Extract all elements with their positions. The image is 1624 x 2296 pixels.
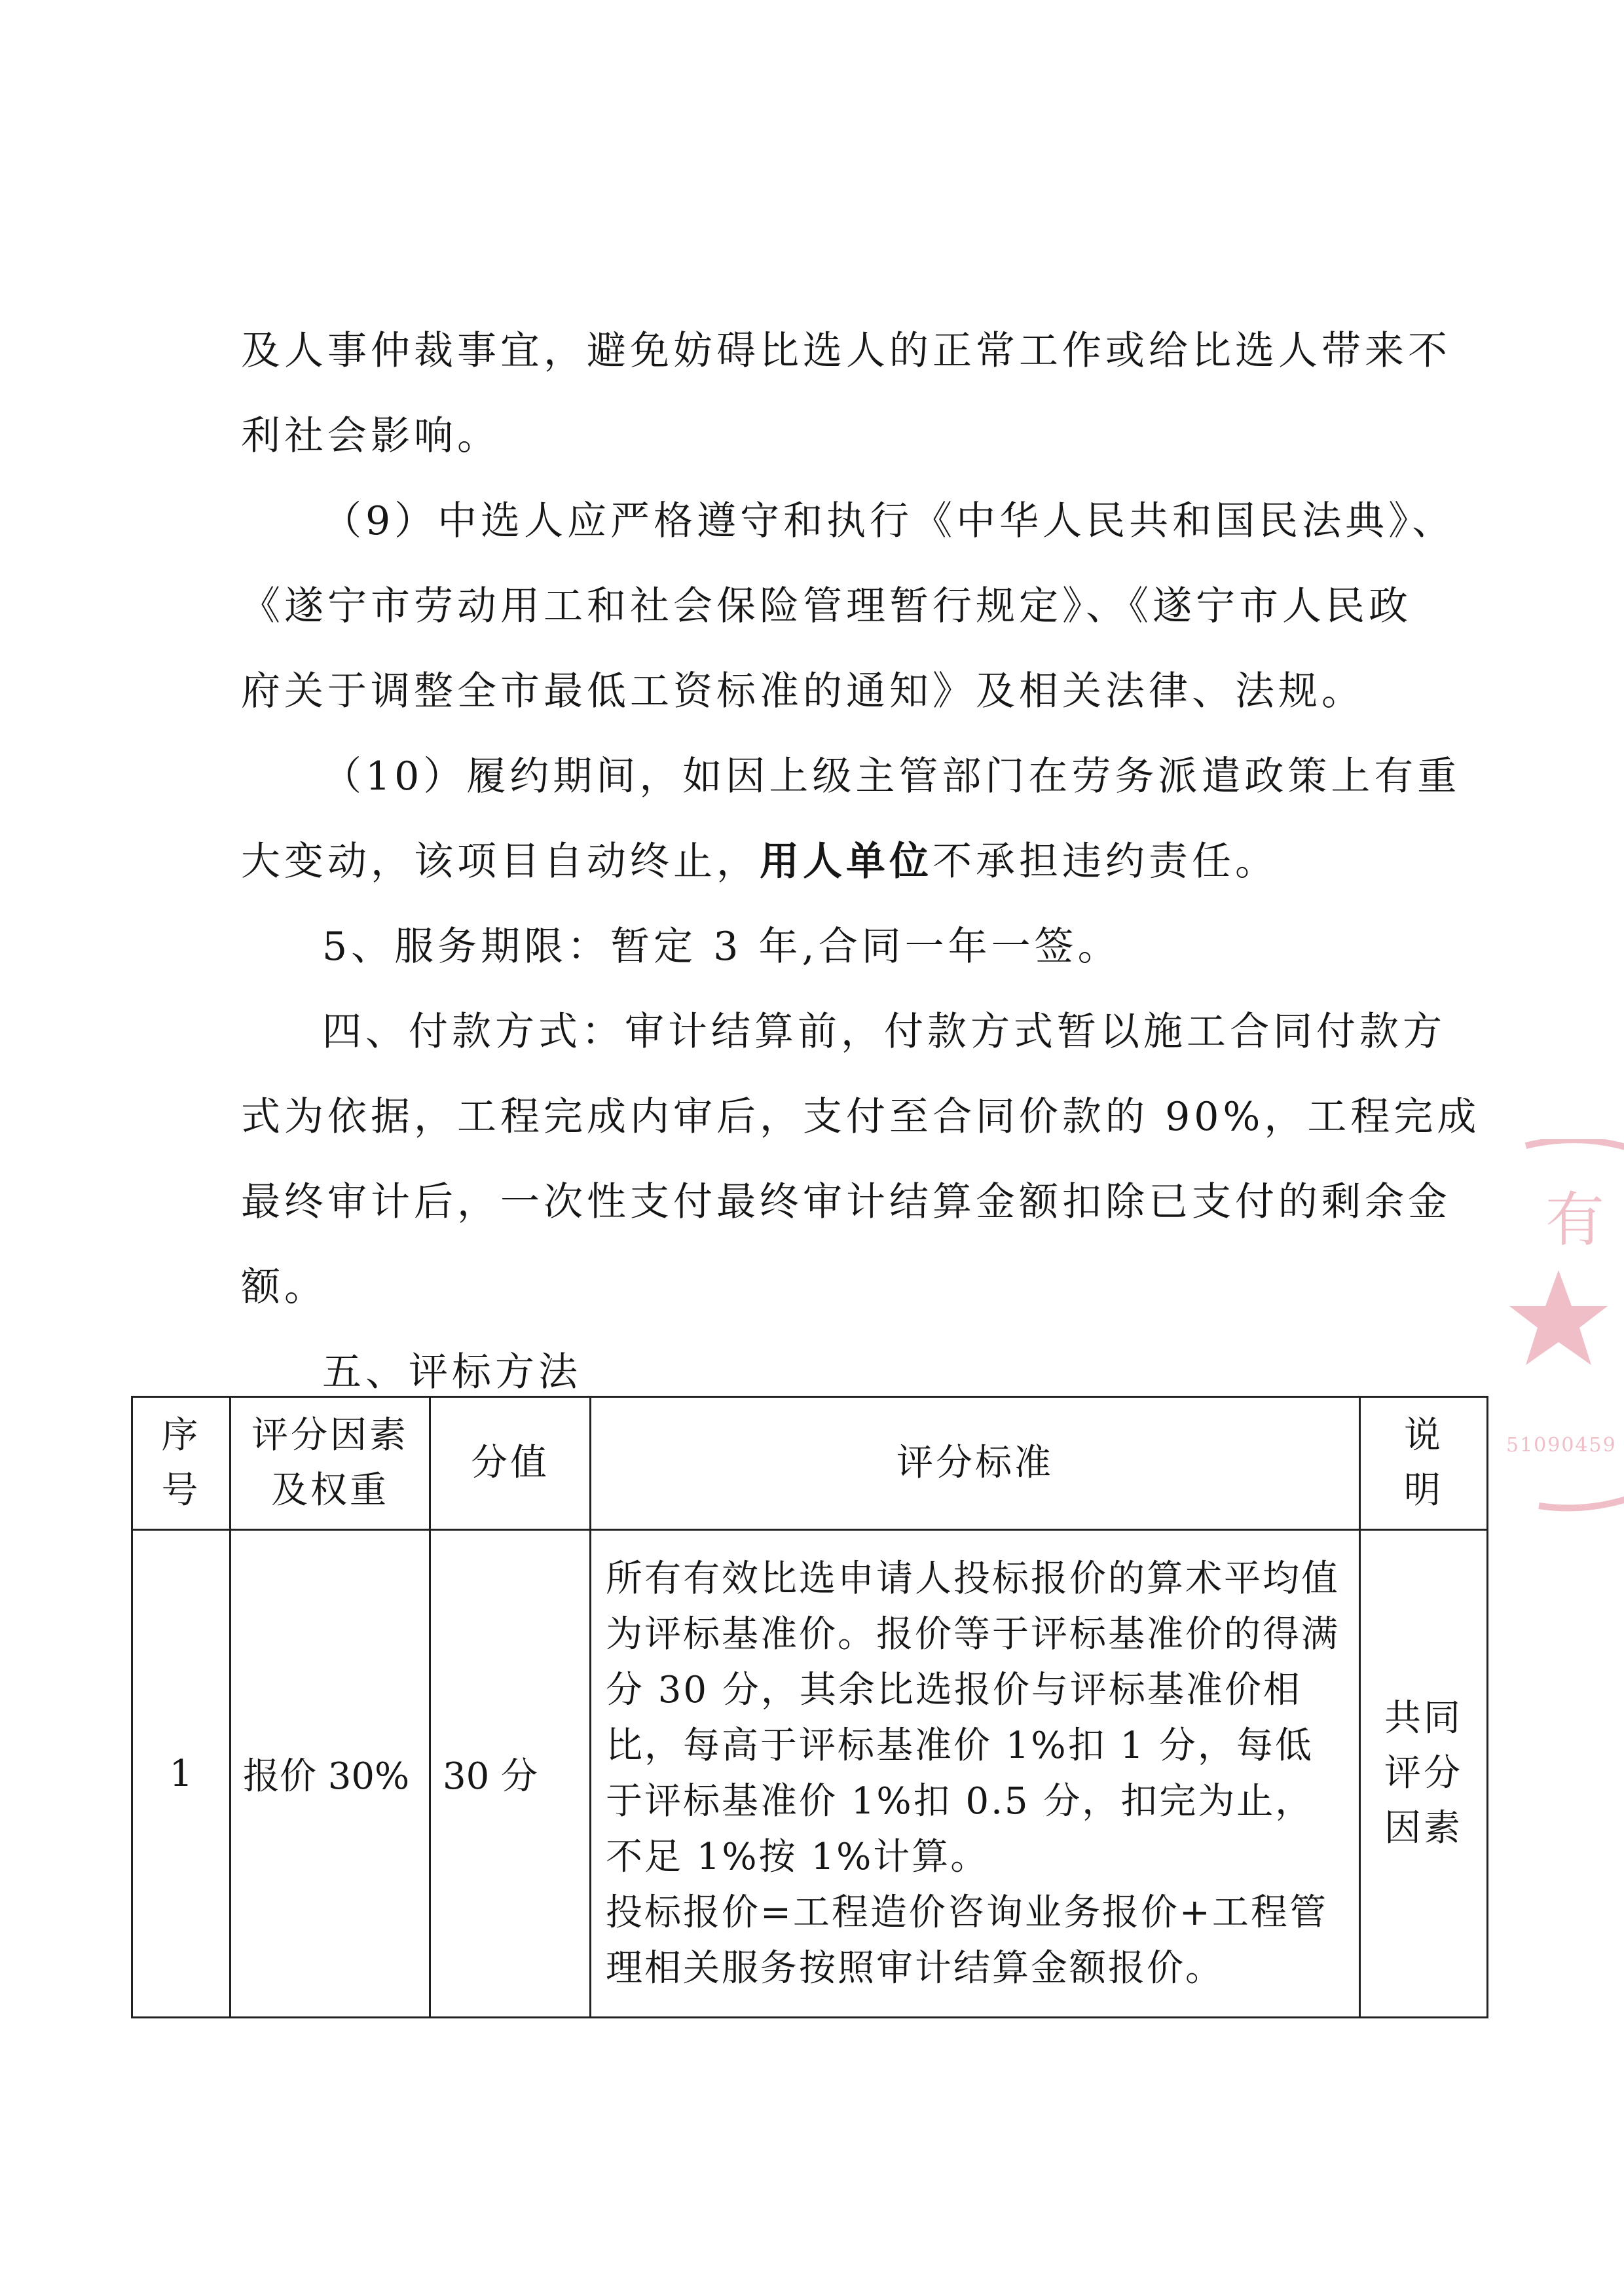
- table-header-row: [132, 1397, 1488, 1530]
- service-period: 5、服务期限：暂定 3 年,合同一年一签。: [322, 924, 1121, 970]
- paragraph-3-text-b: 不承担违约责任。: [932, 839, 1278, 884]
- header-factor: [231, 1397, 430, 1530]
- note-line-2: 评分: [1384, 1752, 1463, 1795]
- header-note-line-1: 说: [1404, 1414, 1443, 1457]
- header-factor-line-2: 及权重: [271, 1469, 389, 1512]
- payment-line-1: 四、付款方式：审计结算前，付款方式暂以施工合同付款方: [322, 1009, 1446, 1055]
- header-note: [1360, 1397, 1488, 1530]
- paragraph-1-line-1: 及人事仲裁事宜，避免妨碍比选人的正常工作或给比选人带来不: [241, 328, 1451, 374]
- header-factor-line-1: 评分因素: [251, 1414, 409, 1457]
- payment-line-2: 式为依据，工程完成内审后，支付至合同价款的 90%，工程完成: [241, 1094, 1481, 1140]
- table-row: [132, 1530, 1488, 2018]
- header-seq-line-2: 号: [161, 1469, 201, 1512]
- row-seq: 1: [132, 1530, 231, 2018]
- paragraph-3-line-2: [241, 830, 1278, 886]
- paragraph-3-text-a: 大变动，该项目自动终止，: [241, 839, 760, 884]
- section-title: 五、评标方法: [322, 1349, 581, 1395]
- row-note: [1360, 1530, 1488, 2018]
- paragraph-3-bold-text: 用人单位: [760, 839, 932, 884]
- paragraph-2-line-3: 府关于调整全市最低工资标准的通知》及相关法律、法规。: [241, 668, 1365, 714]
- note-line-3: 因素: [1384, 1807, 1463, 1850]
- criteria-text-2: 投标报价=工程造价咨询业务报价+工程管理相关服务按照审计结算金额报价。: [606, 1891, 1328, 1990]
- header-seq-line-1: 序: [161, 1414, 201, 1457]
- paragraph-3-line-1: （10）履约期间，如因上级主管部门在劳务派遣政策上有重: [322, 754, 1461, 799]
- payment-line-3: 最终审计后，一次性支付最终审计结算金额扣除已支付的剩余金: [241, 1179, 1451, 1225]
- row-score: 30 分: [430, 1530, 591, 2018]
- paragraph-2-line-2: 《遂宁市劳动用工和社会保险管理暂行规定》、《遂宁市人民政: [241, 583, 1412, 629]
- paragraph-2-line-1: （9）中选人应严格遵守和执行《中华人民共和国民法典》、: [322, 498, 1456, 544]
- official-seal: [1500, 1139, 1624, 1519]
- header-note-line-2: 明: [1404, 1469, 1443, 1512]
- seal-char: 有: [1545, 1186, 1604, 1254]
- payment-line-4: 额。: [241, 1264, 327, 1310]
- header-seq: [132, 1397, 231, 1530]
- note-line-1: 共同: [1384, 1697, 1463, 1740]
- header-score: 分值: [430, 1397, 591, 1530]
- criteria-text-1: 所有有效比选申请人投标报价的算术平均值为评标基准价。报价等于评标基准价的得满分 30 分，其余比选报价与评标基准价相比，每高于评标基准价 1%扣 1 分，每低于评标基准价 1%扣 0.5 分，扣完为止，不足 1%按 1%计算。: [606, 1558, 1340, 1878]
- row-factor: 报价 30%: [231, 1530, 430, 2018]
- paragraph-1-line-2: 利社会影响。: [241, 413, 500, 459]
- row-criteria: [591, 1530, 1360, 2018]
- evaluation-table: [131, 1396, 1488, 2018]
- seal-code: 51090459: [1506, 1434, 1617, 1457]
- header-criteria: 评分标准: [591, 1397, 1360, 1530]
